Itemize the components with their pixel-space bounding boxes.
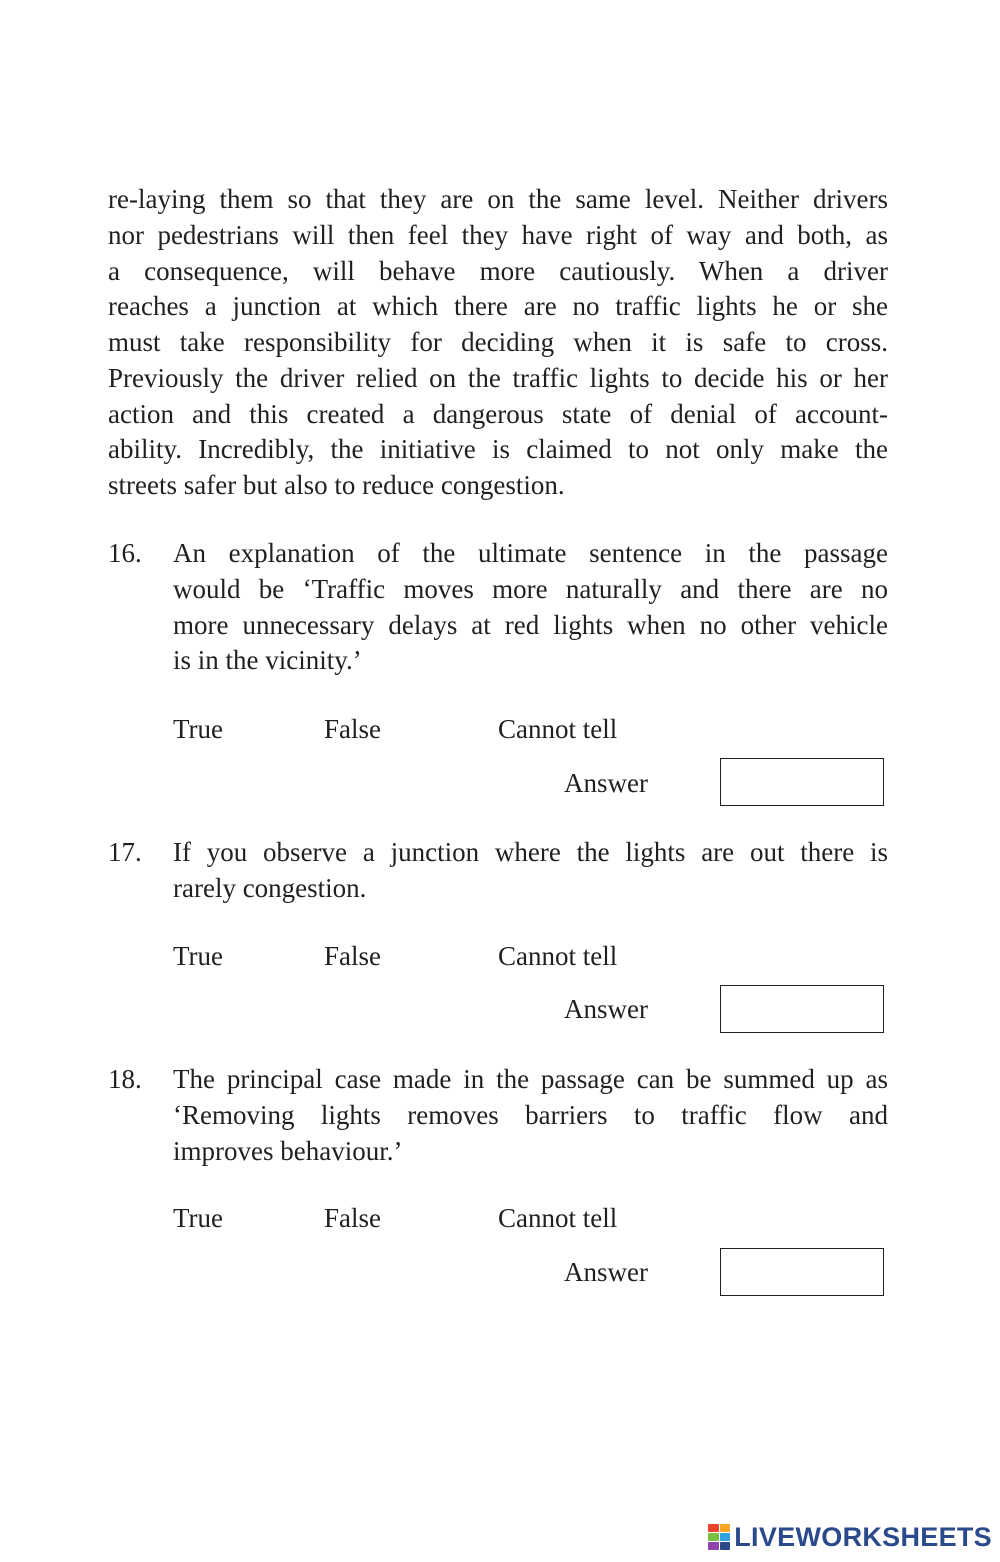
answer-input-box[interactable] [720, 1248, 884, 1296]
answer-input-box[interactable] [720, 985, 884, 1033]
passage-line: reaches a junction at which there are no traffic lights he or she [108, 291, 888, 322]
question-line: An explanation of the ultimate sentence in the passage [173, 538, 888, 568]
passage-line: ability. Incredibly, the initiative is claimed to not only make the [108, 434, 888, 465]
question-line: would be ‘Traffic moves more naturally and there are no [173, 573, 888, 604]
reading-passage [108, 182, 888, 504]
option-true: True [173, 941, 224, 971]
liveworksheets-brand[interactable] [708, 1522, 992, 1552]
question-line: The principal case made in the passage can be summed up as [173, 1064, 888, 1094]
question-number: 16. [108, 538, 142, 568]
option-cannot-tell: Cannot tell [498, 941, 618, 971]
question-line: rarely congestion. [173, 872, 367, 903]
question-text [173, 1062, 888, 1169]
option-false: False [324, 941, 381, 971]
brand-name: LIVEWORKSHEETS [734, 1521, 992, 1552]
answer-options [173, 712, 888, 748]
passage-line: re-laying them so that they are on the same level. Neither drivers [108, 184, 888, 214]
passage-line: nor pedestrians will then feel they have right of way and both, as [108, 219, 888, 250]
answer-label: Answer [564, 994, 648, 1024]
option-cannot-tell: Cannot tell [498, 1203, 618, 1233]
question-text [173, 536, 888, 679]
answer-options [173, 1201, 888, 1237]
answer-label: Answer [564, 768, 648, 798]
passage-line: streets safer but also to reduce congestion. [108, 470, 565, 500]
passage-line: must take responsibility for deciding when it is safe to cross. [108, 327, 888, 357]
question-line: improves behaviour.’ [173, 1135, 403, 1166]
question-line: If you observe a junction where the lights are out there is [173, 837, 888, 867]
option-false: False [324, 1203, 381, 1233]
answer-input-box[interactable] [720, 758, 884, 806]
option-true: True [173, 714, 224, 744]
question-line: ‘Removing lights removes barriers to traffic flow and [173, 1099, 888, 1130]
passage-line: action and this created a dangerous state of denial of account- [108, 398, 888, 429]
passage-line: a consequence, will behave more cautiously. When a driver [108, 255, 888, 286]
question-line: more unnecessary delays at red lights when no other vehicle [173, 609, 888, 640]
answer-label: Answer [564, 1257, 648, 1287]
option-true: True [173, 1203, 224, 1233]
question-number: 17. [108, 837, 142, 867]
option-cannot-tell: Cannot tell [498, 714, 618, 744]
question-line: is in the vicinity.’ [173, 645, 362, 676]
question-number: 18. [108, 1064, 142, 1094]
liveworksheets-logo-icon [708, 1524, 730, 1550]
question-text [173, 835, 888, 907]
option-false: False [324, 714, 381, 744]
passage-line: Previously the driver relied on the traffic lights to decide his or her [108, 362, 888, 393]
answer-options [173, 939, 888, 975]
